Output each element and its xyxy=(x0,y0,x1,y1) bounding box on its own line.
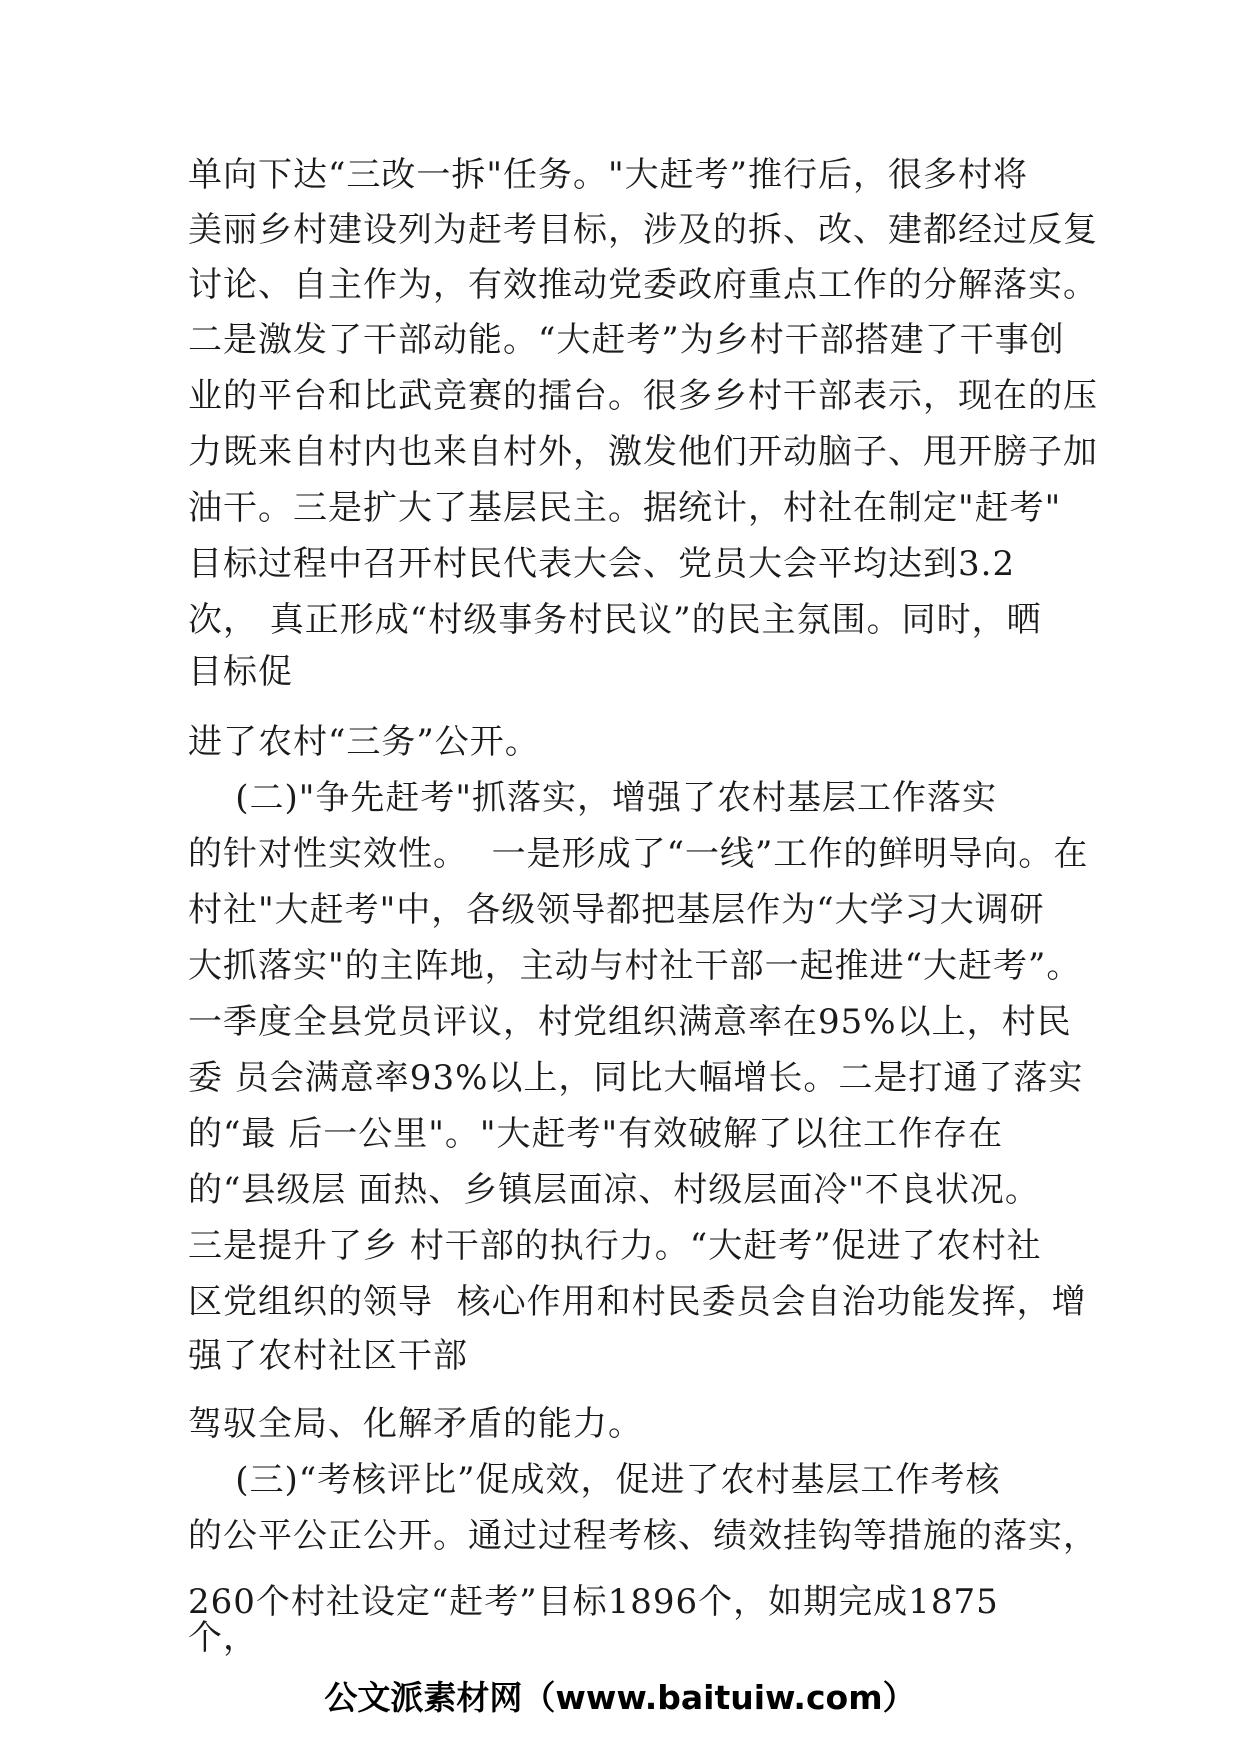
text-line: 区党组织的领导 核心作用和村民委员会自治功能发挥，增 xyxy=(188,1282,1087,1322)
text-line: 260个村社设定“赶考”目标1896个，如期完成1875 xyxy=(188,1582,999,1622)
text-line: 讨论、自主作为，有效推动党委政府重点工作的分解落实。 xyxy=(188,265,1098,305)
text-line: 委 员会满意率93%以上，同比大幅增长。二是打通了落实 xyxy=(188,1058,1084,1098)
text-line: 二是激发了干部动能。“大赶考”为乡村干部搭建了干事创 xyxy=(188,320,1065,360)
text-line: 美丽乡村建设列为赶考目标，涉及的拆、改、建都经过反复 xyxy=(188,210,1098,250)
text-line: 个， xyxy=(188,1618,258,1658)
text-line: 三是提升了乡 村干部的执行力。“大赶考”促进了农村社 xyxy=(188,1226,1042,1266)
text-line: 的“县级层 面热、乡镇层面凉、村级层面冷"不良状况。 xyxy=(188,1170,1040,1210)
text-line: 次， 真正形成“村级事务村民议”的民主氛围。同时，晒 xyxy=(188,600,1042,640)
text-line: 驾驭全局、化解矛盾的能力。 xyxy=(188,1404,643,1444)
section-heading-line: (三)“考核评比”促成效，促进了农村基层工作考核 xyxy=(188,1460,1001,1500)
text-line: 油干。三是扩大了基层民主。据统计，村社在制定"赶考" xyxy=(188,488,1062,528)
text-line: 的公平公正公开。通过过程考核、绩效挂钩等措施的落实， xyxy=(188,1516,1098,1556)
text-line: 业的平台和比武竞赛的擂台。很多乡村干部表示，现在的压 xyxy=(188,376,1098,416)
text-line: 强了农村社区干部 xyxy=(188,1336,468,1376)
page-footer-watermark: 公文派素材网（www.baituiw.com） xyxy=(324,1678,916,1717)
text-line: 大抓落实"的主阵地，主动与村社干部一起推进“大赶考”。 xyxy=(188,946,1082,986)
section-heading-line: (二)"争先赶考"抓落实，增强了农村基层工作落实 xyxy=(188,778,998,818)
text-line: 目标促 xyxy=(188,652,293,692)
text-line: 村社"大赶考"中，各级领导都把基层作为“大学习大调研 xyxy=(188,890,1045,930)
text-line: 单向下达“三改一拆"任务。"大赶考”推行后，很多村将 xyxy=(188,155,1029,195)
text-line: 一季度全县党员评议，村党组织满意率在95%以上，村民 xyxy=(188,1002,1072,1042)
text-line: 力既来自村内也来自村外，激发他们开动脑子、甩开膀子加 xyxy=(188,432,1098,472)
text-line: 目标过程中召开村民代表大会、党员大会平均达到3.2 xyxy=(188,544,1016,584)
text-line: 的针对性实效性。 一是形成了“一线”工作的鲜明导向。在 xyxy=(188,834,1089,874)
text-line: 的“最 后一公里"。"大赶考"有效破解了以往工作存在 xyxy=(188,1114,1004,1154)
text-line: 进了农村“三务”公开。 xyxy=(188,722,540,762)
